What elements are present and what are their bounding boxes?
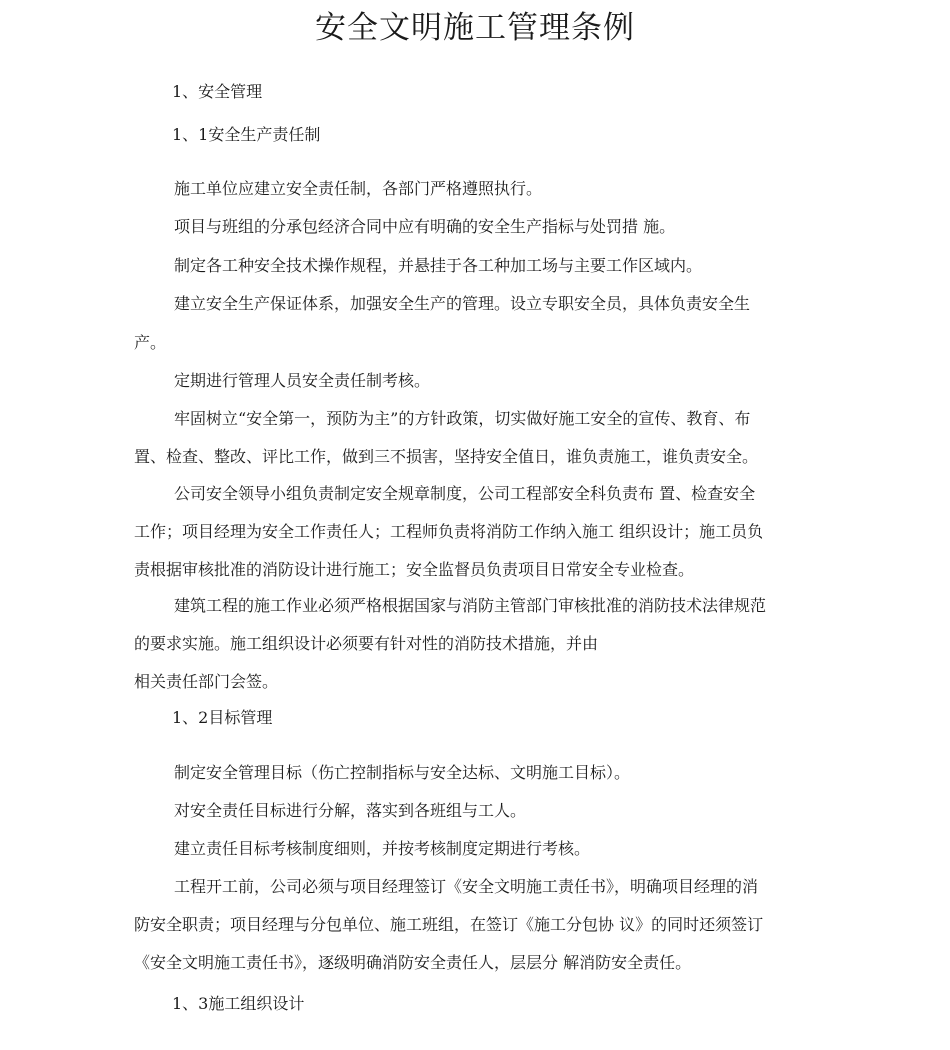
paragraph-line: 《安全文明施工责任书》，逐级明确消防安全责任人，层层分 解消防安全责任。: [134, 953, 692, 972]
paragraph-line: 对安全责任目标进行分解，落实到各班组与工人。: [174, 801, 527, 820]
paragraph-line: 相关责任部门会签。: [134, 672, 279, 691]
document-title: 安全文明施工管理条例: [315, 10, 635, 46]
paragraph-line: 工作；项目经理为安全工作责任人；工程师负责将消防工作纳入施工 组织设计；施工员负: [134, 522, 764, 541]
subsection-heading: 1、2目标管理: [172, 708, 273, 727]
paragraph-line: 置、检查、整改、评比工作，做到三不损害，坚持安全值日，谁负责施工，谁负责安全。: [134, 447, 759, 466]
paragraph-line: 建筑工程的施工作业必须严格根据国家与消防主管部门审核批准的消防技术法律规范: [174, 596, 767, 615]
subsection-heading: 1、1安全生产责任制: [172, 125, 321, 144]
paragraph-line: 牢固树立“安全第一，预防为主”的方针政策，切实做好施工安全的宣传、教育、布: [174, 409, 751, 428]
paragraph-line: 公司安全领导小组负责制定安全规章制度，公司工程部安全科负责布 置、检查安全: [174, 484, 756, 503]
paragraph-line: 项目与班组的分承包经济合同中应有明确的安全生产指标与处罚措 施。: [174, 217, 676, 236]
paragraph-line: 责根据审核批准的消防设计进行施工；安全监督员负责项目日常安全专业检查。: [134, 560, 695, 579]
paragraph-line: 施工单位应建立安全责任制，各部门严格遵照执行。: [174, 179, 543, 198]
paragraph-line: 制定安全管理目标（伤亡控制指标与安全达标、文明施工目标）。: [174, 763, 631, 782]
section-heading: 1、安全管理: [172, 82, 263, 101]
paragraph-line: 的要求实施。施工组织设计必须要有针对性的消防技术措施，并由: [134, 634, 599, 653]
subsection-heading: 1、3施工组织设计: [172, 994, 305, 1013]
paragraph-line: 工程开工前，公司必须与项目经理签订《安全文明施工责任书》，明确项目经理的消: [174, 877, 759, 896]
paragraph-line: 建立责任目标考核制度细则，并按考核制度定期进行考核。: [174, 839, 591, 858]
paragraph-line: 防安全职责；项目经理与分包单位、施工班组，在签订《施工分包协 议》的同时还须签订: [134, 915, 764, 934]
paragraph-line: 制定各工种安全技术操作规程，并悬挂于各工种加工场与主要工作区域内。: [174, 256, 703, 275]
paragraph-line: 定期进行管理人员安全责任制考核。: [174, 371, 431, 390]
paragraph-line: 产。: [134, 333, 167, 352]
paragraph-line: 建立安全生产保证体系，加强安全生产的管理。设立专职安全员，具体负责安全生: [174, 294, 751, 313]
